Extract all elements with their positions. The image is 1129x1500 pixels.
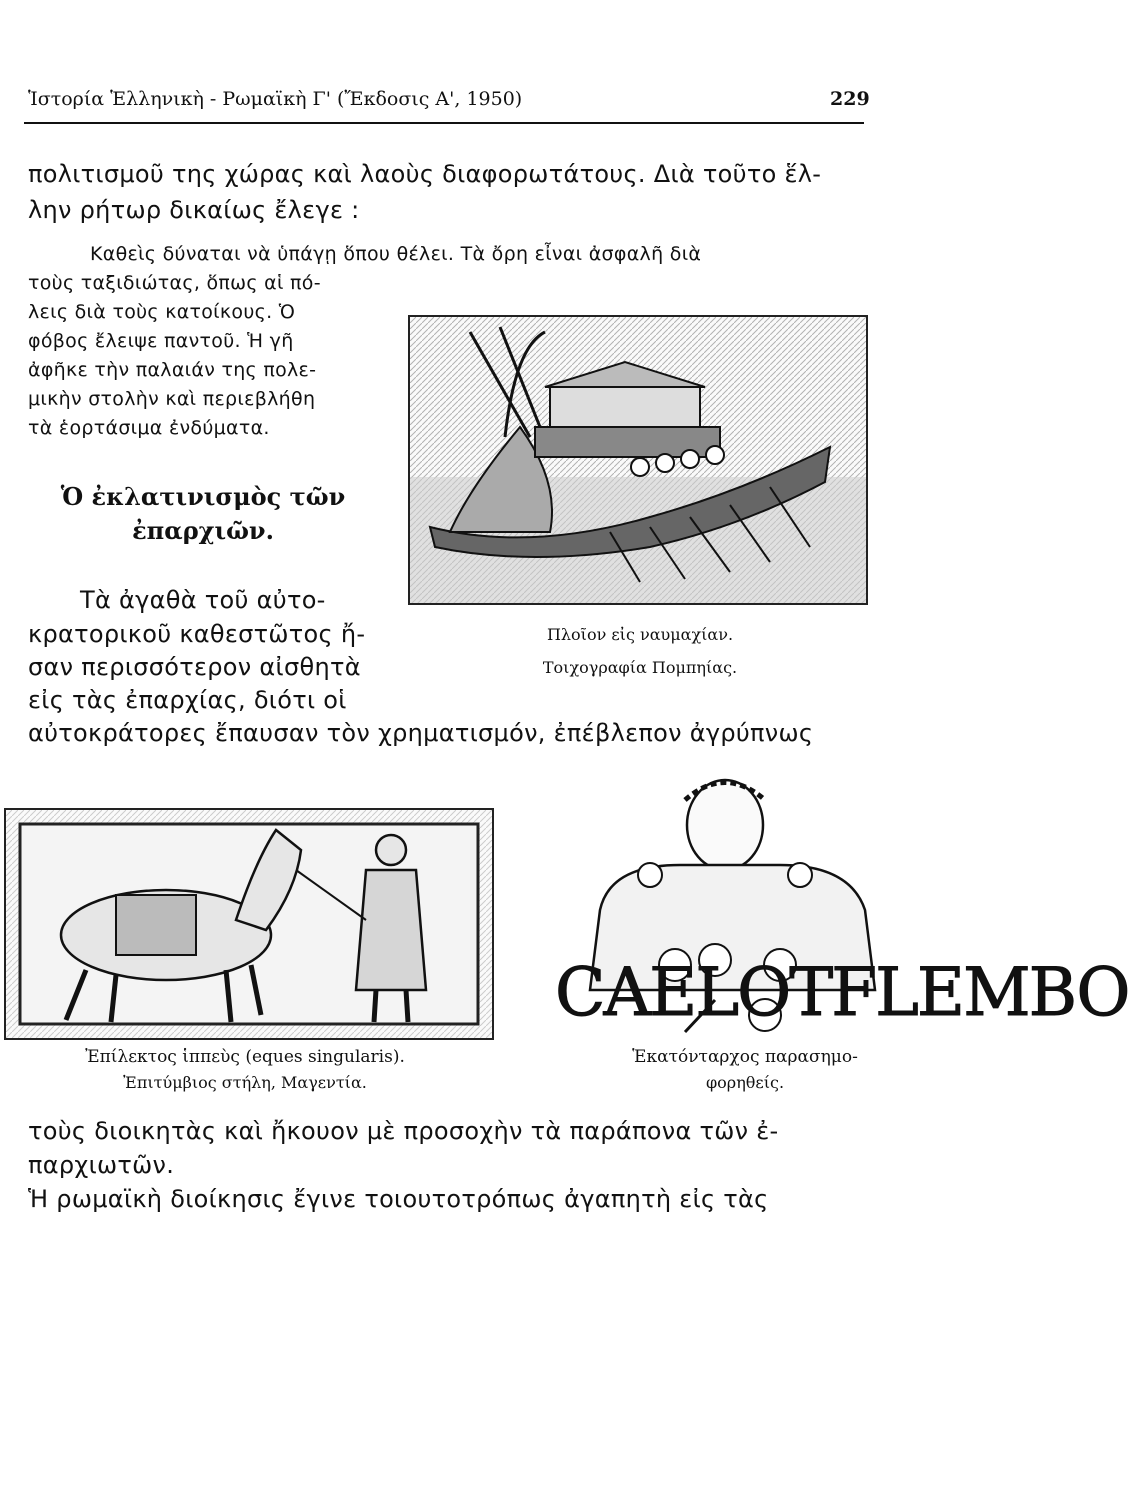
quote-line: Καθεὶς δύναται νὰ ὑπάγῃ ὅπου θέλει. Τὰ ὄρη εἶναι ἀσφαλῆ διὰ [90, 243, 702, 265]
body-line: σαν περισσότερον αἰσθητὰ [28, 653, 361, 681]
body-line: Ἡ ρωμαϊκὴ διοίκησις ἔγινε τοιουτοτρόπως ἀγαπητὴ εἰς τὰς [28, 1185, 769, 1213]
horseman-illustration [4, 808, 494, 1040]
body-line: τοὺς διοικητὰς καὶ ἤκουον μὲ προσοχὴν τὰ παράπονα τῶν ἐ- [28, 1117, 779, 1145]
intro-line: λην ρήτωρ δικαίως ἔλεγε : [28, 196, 360, 224]
body-line: Τὰ ἀγαθὰ τοῦ αὐτο- [80, 586, 326, 614]
header-rule [24, 122, 864, 124]
horseman-drawing [6, 810, 492, 1038]
body-line: αὐτοκράτορες ἔπαυσαν τὸν χρηματισμόν, ἐπέβλεπον ἀγρύπνως [28, 719, 814, 747]
quote-line: τοὺς ταξιδιώτας, ὅπως αἱ πό- [28, 272, 321, 294]
quote-line: τὰ ἑορτάσιμα ἐνδύματα. [28, 417, 270, 439]
ship-illustration [408, 315, 868, 605]
ship-caption: Πλοῖον εἰς ναυμαχίαν. [546, 625, 734, 644]
ship-drawing [410, 317, 866, 603]
body-line: εἰς τὰς ἐπαρχίας, διότι οἱ [28, 686, 347, 714]
section-heading: Ὁ ἐκλατινισμὸς τῶν [60, 482, 346, 511]
quote-line: φόβος ἔλειψε παντοῦ. Ἡ γῆ [28, 330, 294, 352]
body-line: κρατορικοῦ καθεστῶτος ἤ- [28, 620, 366, 648]
horseman-subcaption: Ἐπιτύμβιος στήλη, Μαγεντία. [123, 1073, 367, 1092]
quote-line: ἀφῆκε τὴν παλαιάν της πολε- [28, 359, 317, 381]
inscription: CAELOTFLEMBO [555, 954, 1129, 1031]
quote-line: μικὴν στολὴν καὶ περιεβλήθη [28, 388, 316, 410]
body-line: παρχιωτῶν. [28, 1151, 175, 1179]
centurion-subcaption: φορηθείς. [705, 1073, 785, 1092]
horseman-caption: Ἐπίλεκτος ἱππεὺς (eques singularis). [85, 1047, 405, 1067]
section-heading: ἐπαρχιῶν. [132, 516, 274, 545]
centurion-caption: Ἑκατόνταρχος παρασημο- [632, 1047, 858, 1067]
quote-line: λεις διὰ τοὺς κατοίκους. Ὁ [28, 301, 296, 323]
running-header: Ἱστορία Ἑλληνικὴ - Ρωμαϊκὴ Γ' (Ἔκδοσις Α', 1950) [28, 88, 523, 110]
ship-subcaption: Τοιχογραφία Πομπηίας. [542, 658, 738, 677]
intro-line: πολιτισμοῦ της χώρας καὶ λαοὺς διαφορωτάτους. Διὰ τοῦτο ἕλ- [28, 160, 822, 188]
page-number: 229 [830, 88, 870, 110]
